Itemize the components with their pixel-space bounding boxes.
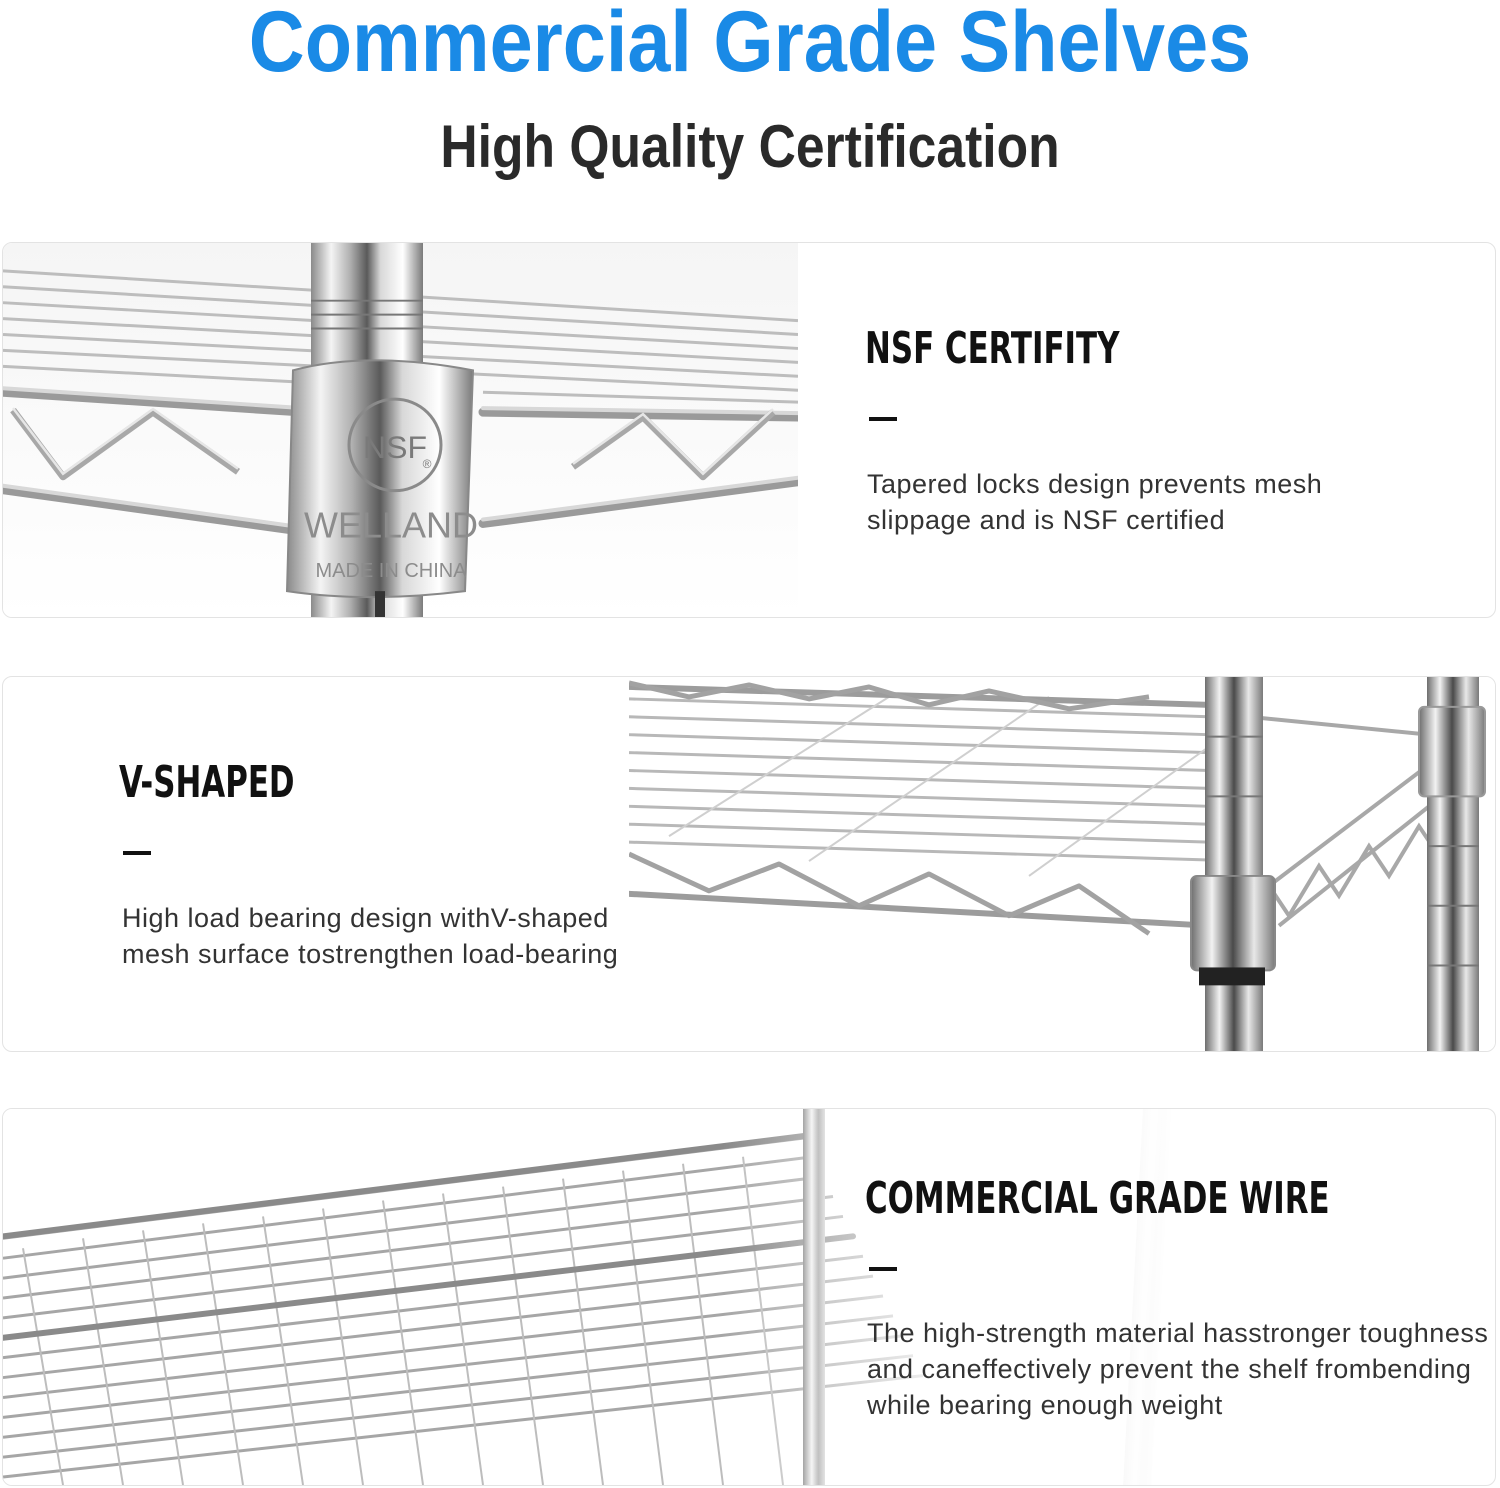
feature-heading: V-SHAPED: [119, 757, 295, 808]
wire-shelf-photo: [3, 1109, 1203, 1485]
feature-heading: COMMERCIAL GRADE WIRE: [865, 1173, 1330, 1224]
feature-description: [122, 900, 618, 972]
feature-panel-commercial-wire: [2, 1108, 1496, 1486]
page-title: Commercial Grade Shelves: [248, 0, 1252, 90]
feature-heading: NSF CERTIFITY: [865, 323, 1120, 374]
made-in-china-mark: MADE IN CHINA: [315, 560, 467, 583]
description-line: mesh surface tostrengthen load-bearing: [122, 939, 619, 969]
feature-description: [867, 1315, 1488, 1423]
description-line: High load bearing design withV-shaped: [122, 903, 609, 933]
description-line: while bearing enough weight: [867, 1390, 1223, 1420]
description-line: The high-strength material hasstronger toughness: [867, 1318, 1489, 1348]
nsf-mark: NSF: [363, 428, 427, 465]
v-shaped-shelf-photo: [629, 677, 1495, 1051]
description-line: Tapered locks design prevents mesh: [867, 469, 1323, 499]
heading-dash: [869, 1267, 897, 1271]
heading-dash: [123, 851, 151, 855]
welland-mark: WELLAND: [304, 505, 478, 546]
feature-description: [867, 466, 1322, 538]
nsf-lock-photo: [3, 243, 798, 617]
page-subtitle: High Quality Certification: [440, 113, 1060, 180]
feature-panel-nsf: [2, 242, 1496, 618]
registered-mark: ®: [422, 456, 432, 471]
feature-panel-v-shaped: [2, 676, 1496, 1052]
description-line: and caneffectively prevent the shelf frombending: [867, 1354, 1472, 1384]
heading-dash: [869, 417, 897, 421]
description-line: slippage and is NSF certified: [867, 505, 1226, 535]
